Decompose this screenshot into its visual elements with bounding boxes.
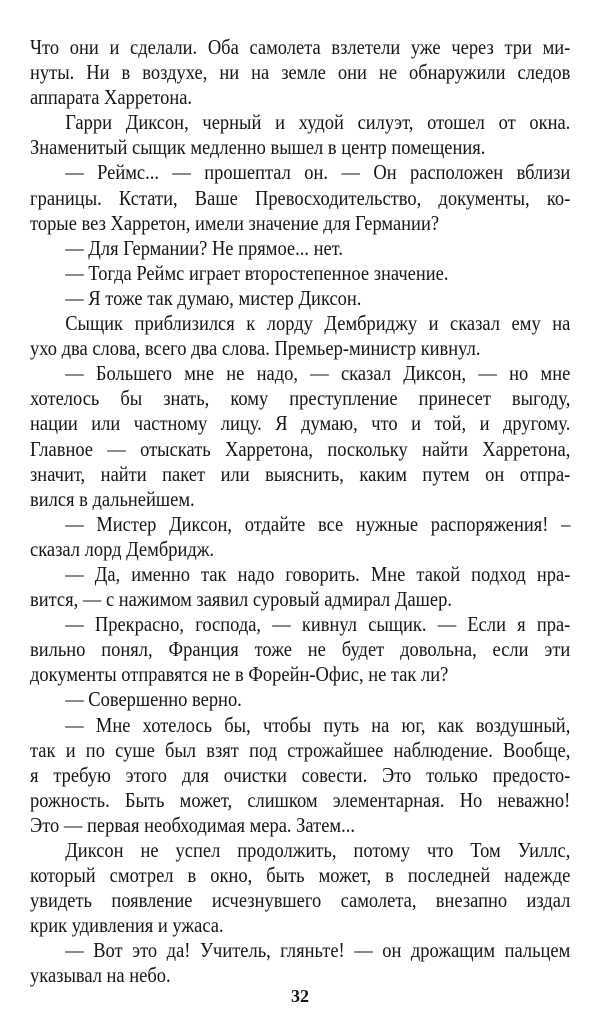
- text-line: аппарата Харретона.: [30, 85, 193, 110]
- paragraph: [30, 838, 570, 938]
- text-line: рожность. Быть может, слишком элементарная. Но неважно!: [30, 787, 571, 812]
- text-line: значит, найти пакет или выяснить, каким путем он отпра-: [30, 461, 571, 486]
- text-line: вился в дальнейшем.: [30, 486, 195, 511]
- text-line: нации или частному лицу. Я думаю, что и той, и другому.: [30, 411, 571, 436]
- text-line: ухо два слова, всего два слова. Премьер-министр кивнул.: [30, 336, 481, 361]
- text-line: Это — первая необходимая мера. Затем...: [30, 812, 355, 837]
- paragraph: [30, 361, 570, 512]
- text-line: — Мне хотелось бы, чтобы путь на юг, как воздушный,: [65, 712, 571, 737]
- text-line: — Мистер Диксон, отдайте все нужные распоряжения! –: [65, 511, 571, 536]
- text-line: Знаменитый сыщик медленно вышел в центр помещения.: [30, 135, 486, 160]
- text-line: границы. Кстати, Ваше Превосходительство, документы, ко-: [30, 185, 571, 210]
- text-line: документы отправятся не в Форейн-Офис, не так ли?: [30, 662, 449, 687]
- text-line: — Я тоже так думаю, мистер Диксон.: [65, 285, 362, 310]
- text-line: вильно понял, Франция тоже не будет довольна, если эти: [30, 637, 571, 662]
- paragraph: [30, 612, 570, 687]
- text-line: сказал лорд Дембридж.: [30, 536, 215, 561]
- text-line: — Тогда Реймс играет второстепенное значение.: [65, 260, 449, 285]
- page-number: 32: [291, 986, 309, 1006]
- book-page: [30, 35, 570, 989]
- text-line: — Вот это да! Учитель, гляньте! — он дрожащим пальцем: [65, 938, 571, 963]
- text-line: нуты. Ни в воздухе, ни на земле они не обнаружили следов: [30, 60, 571, 85]
- paragraph: [30, 286, 570, 311]
- paragraph: [30, 687, 570, 712]
- paragraph: [30, 311, 570, 361]
- text-line: вится, — с нажимом заявил суровый адмирал Дашер.: [30, 587, 452, 612]
- text-line: Гарри Диксон, черный и худой силуэт, отошел от окна.: [65, 110, 571, 135]
- paragraph: [30, 35, 570, 110]
- text-line: Диксон не успел продолжить, потому что Том Уиллс,: [65, 838, 571, 862]
- paragraph: [30, 261, 570, 286]
- paragraph: [30, 160, 570, 235]
- text-line: который смотрел в окно, быть может, в последней надежде: [30, 863, 571, 888]
- text-line: — Совершенно верно.: [65, 687, 242, 712]
- text-line: увидеть появление исчезнувшего самолета, внезапно издал: [30, 888, 571, 913]
- paragraph: [30, 236, 570, 261]
- text-line: Сыщик приблизился к лорду Дембриджу и сказал ему на: [65, 311, 571, 336]
- paragraph: [30, 713, 570, 838]
- text-line: — Прекрасно, господа, — кивнул сыщик. — Если я пра-: [65, 612, 571, 637]
- text-line: Главное — отыскать Харретона, поскольку найти Харретона,: [30, 436, 571, 461]
- text-line: — Да, именно так надо говорить. Мне такой подход нра-: [65, 561, 571, 586]
- text-line: — Для Германии? Не прямое... нет.: [65, 235, 343, 260]
- paragraph: [30, 938, 570, 988]
- text-line: я требую этого для очистки совести. Это только предосто-: [30, 762, 571, 787]
- text-line: крик удивления и ужаса.: [30, 913, 224, 938]
- text-line: указывал на небо.: [30, 963, 171, 988]
- text-line: так и по суше был взят под строжайшее наблюдение. Вообще,: [30, 737, 571, 762]
- text-line: — Большего мне не надо, — сказал Диксон, — но мне: [65, 361, 571, 386]
- paragraph: [30, 562, 570, 612]
- body-text: [30, 35, 570, 989]
- paragraph: [30, 110, 570, 160]
- text-line: — Реймс... — прошептал он. — Он расположен вблизи: [65, 160, 571, 185]
- text-line: хотелось бы знать, кому преступление принесет выгоду,: [30, 386, 571, 411]
- text-line: торые вез Харретон, имели значение для Германии?: [30, 210, 440, 235]
- paragraph: [30, 512, 570, 562]
- text-line: Что они и сделали. Оба самолета взлетели уже через три ми-: [30, 35, 571, 59]
